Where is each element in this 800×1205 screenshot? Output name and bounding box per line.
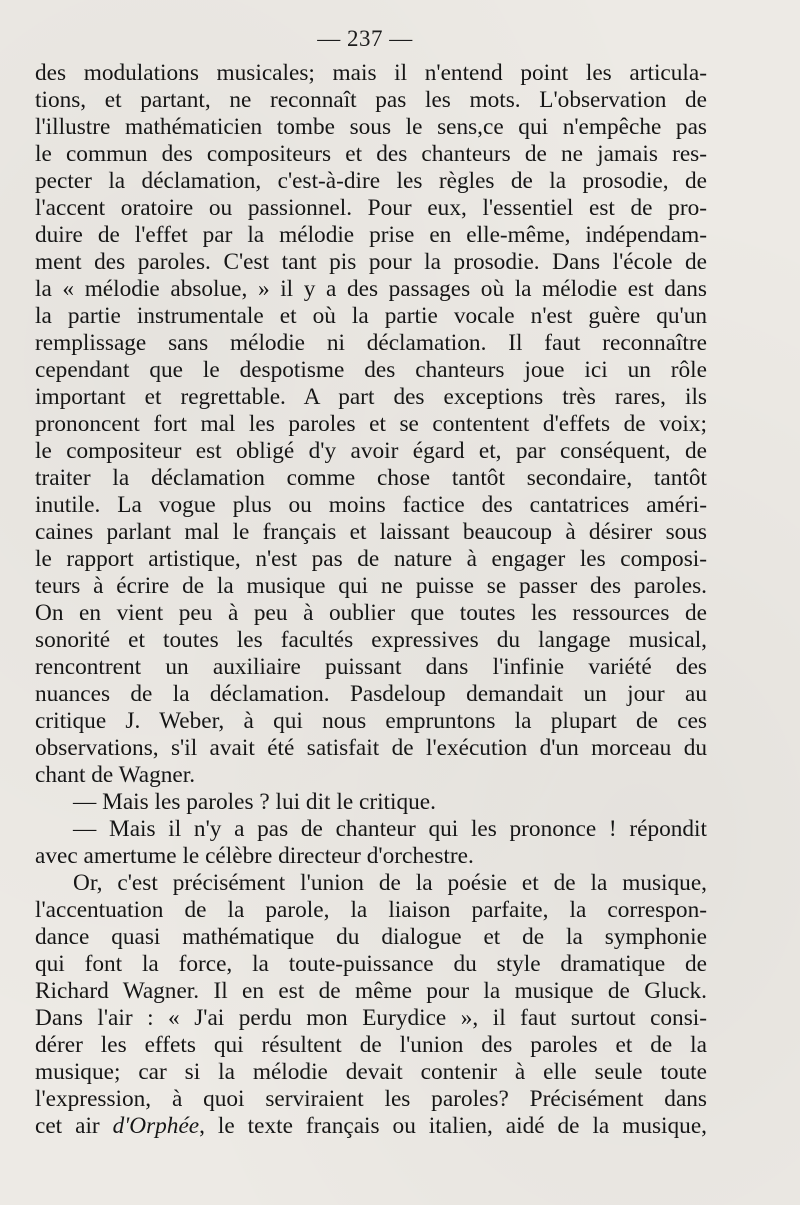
text-line: le compositeur est obligé d'y avoir égard et, par conséquent, de [35,438,707,464]
text-line: tions, et partant, ne reconnaît pas les mots. L'observation de [35,87,707,113]
text-segment: , le texte français ou italien, aidé de la musique, [199,1113,707,1139]
text-line: duire de l'effet par la mélodie prise en elle-même, indépendam- [35,222,707,248]
text-line: qui font la force, la toute-puissance du style dramatique de [35,951,707,977]
text-line: la « mélodie absolue, » il y a des passages où la mélodie est dans [35,276,707,302]
dialogue-line: — Mais il n'y a pas de chanteur qui les prononce ! répondit [73,816,707,842]
text-line: Dans l'air : « J'ai perdu mon Eurydice », il faut surtout consi- [35,1005,707,1031]
text-line: prononcent fort mal les paroles et se contentent d'effets de voix; [35,411,707,437]
text-line: important et regrettable. A part des exceptions très rares, ils [35,384,707,410]
dialogue-line: — Mais les paroles ? lui dit le critique. [73,789,436,815]
body-text [35,60,707,1140]
text-line: l'illustre mathématicien tombe sous le sens,ce qui n'empêche pas [35,114,707,140]
text-line: ment des paroles. C'est tant pis pour la prosodie. Dans l'école de [35,249,707,275]
text-line: l'expression, à quoi serviraient les paroles? Précisément dans [35,1086,707,1112]
text-line: sonorité et toutes les facultés expressives du langage musical, [35,627,707,653]
text-line: rencontrent un auxiliaire puissant dans l'infinie variété des [35,654,707,680]
text-line: observations, s'il avait été satisfait de l'exécution d'un morceau du [35,735,707,761]
text-line: musique; car si la mélodie devait contenir à elle seule toute [35,1059,707,1085]
text-line: pecter la déclamation, c'est-à-dire les règles de la prosodie, de [35,168,707,194]
text-line: chant de Wagner. [35,762,196,788]
text-line: remplissage sans mélodie ni déclamation. Il faut reconnaître [35,330,707,356]
text-line: traiter la déclamation comme chose tantôt secondaire, tantôt [35,465,707,491]
text-line: la partie instrumentale et où la partie vocale n'est guère qu'un [35,303,707,329]
text-line: des modulations musicales; mais il n'entend point les articula- [35,60,707,86]
text-line: caines parlant mal le français et laissant beaucoup à désirer sous [35,519,707,545]
text-line: l'accentuation de la parole, la liaison parfaite, la correspon- [35,897,707,923]
text-segment: cet air [35,1113,113,1139]
text-line: avec amertume le célèbre directeur d'orchestre. [35,843,474,869]
text-line: critique J. Weber, à qui nous empruntons la plupart de ces [35,708,707,734]
text-line [35,1113,707,1140]
text-line: le commun des compositeurs et des chanteurs de ne jamais res- [35,141,707,167]
text-line: dérer les effets qui résultent de l'union des paroles et de la [35,1032,707,1058]
text-line: cependant que le despotisme des chanteurs joue ici un rôle [35,357,707,383]
text-line: l'accent oratoire ou passionnel. Pour eux, l'essentiel est de pro- [35,195,707,221]
text-line: On en vient peu à peu à oublier que toutes les ressources de [35,600,707,626]
text-line: nuances de la déclamation. Pasdeloup demandait un jour au [35,681,707,707]
text-line: inutile. La vogue plus ou moins factice des cantatrices améri- [35,492,707,518]
text-line: Richard Wagner. Il en est de même pour la musique de Gluck. [35,978,707,1004]
page-number: — 237 — [317,26,413,51]
text-line: dance quasi mathématique du dialogue et de la symphonie [35,924,707,950]
work-title: d'Orphée [112,1113,200,1139]
paragraph-first-line: Or, c'est précisément l'union de la poésie et de la musique, [73,870,707,896]
text-line: teurs à écrire de la musique qui ne puisse se passer des paroles. [35,573,707,599]
text-line: le rapport artistique, n'est pas de nature à engager les composi- [35,546,707,572]
